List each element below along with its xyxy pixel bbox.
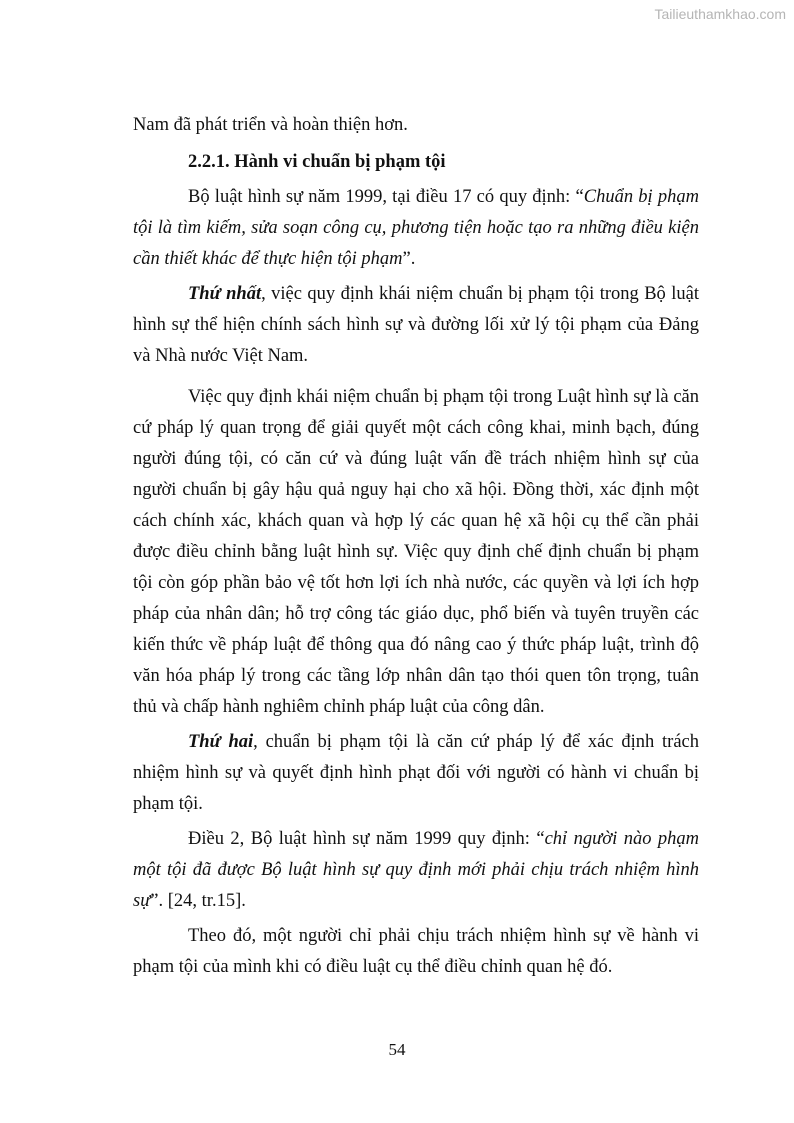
paragraph-text: , việc quy định khái niệm chuẩn bị phạm tội trong Bộ luật hình sự thể hiện chính sách hình sự và đường lối xử lý tội phạm của Đảng và Nhà nước Việt Nam. (133, 284, 699, 366)
paragraph-second-point (133, 727, 699, 820)
quoted-definition: Chuẩn bị phạm tội là tìm kiếm, sửa soạn công cụ, phương tiện hoặc tạo ra những điều kiện cần thiết khác để thực hiện tội phạm (133, 187, 700, 269)
paragraph-definition (133, 182, 699, 275)
paragraph-text: ”. [24, tr.15]. (150, 891, 246, 911)
paragraph-text: , chuẩn bị phạm tội là căn cứ pháp lý để xác định trách nhiệm hình sự và quyết định hình phạt đối với người có hành vi chuẩn bị phạm tội. (133, 732, 699, 814)
point-lead: Thứ hai (188, 732, 254, 752)
paragraph-explanation: Việc quy định khái niệm chuẩn bị phạm tội trong Luật hình sự là căn cứ pháp lý quan trọng để giải quyết một cách công khai, minh bạch, đúng người đúng tội, có căn cứ và đúng luật vấn đề trách nhiệm hình sự của người chuẩn bị gây hậu quả nguy hại cho xã hội. Đồng thời, xác định một cách chính xác, khách quan và hợp lý các quan hệ xã hội cụ thể cần phải được điều chỉnh bằng luật hình sự. Việc quy định chế định chuẩn bị phạm tội còn góp phần bảo vệ tốt hơn lợi ích nhà nước, các quyền và lợi ích hợp pháp của nhân dân; hỗ trợ công tác giáo dục, phổ biến và tuyên truyền các kiến thức về pháp luật để thông qua đó nâng cao ý thức pháp luật, trình độ văn hóa pháp lý trong các tầng lớp nhân dân tạo thói quen tôn trọng, tuân thủ và chấp hành nghiêm chỉnh pháp luật của công dân. (133, 387, 699, 717)
paragraph-text: Bộ luật hình sự năm 1999, tại điều 17 có quy định: “ (188, 187, 584, 207)
section-heading: 2.2.1. Hành vi chuẩn bị phạm tội (188, 152, 446, 172)
paragraph-conclusion: Theo đó, một người chỉ phải chịu trách nhiệm hình sự về hành vi phạm tội của mình khi có điều luật cụ thể điều chỉnh quan hệ đó. (133, 926, 699, 977)
paragraph-first-point (133, 279, 699, 372)
watermark-text: Tailieuthamkhao.com (654, 6, 786, 22)
paragraph-text: Điều 2, Bộ luật hình sự năm 1999 quy định: “ (188, 829, 545, 849)
paragraph-article-2 (133, 824, 699, 917)
point-lead: Thứ nhất (188, 284, 262, 304)
page-number: 54 (388, 1040, 406, 1059)
paragraph-continuation: Nam đã phát triển và hoàn thiện hơn. (133, 115, 408, 135)
paragraph-text: ”. (402, 249, 416, 269)
document-body (133, 110, 699, 983)
quoted-article: chỉ người nào phạm một tội đã được Bộ luật hình sự quy định mới phải chịu trách nhiệm hình sự (133, 829, 699, 911)
